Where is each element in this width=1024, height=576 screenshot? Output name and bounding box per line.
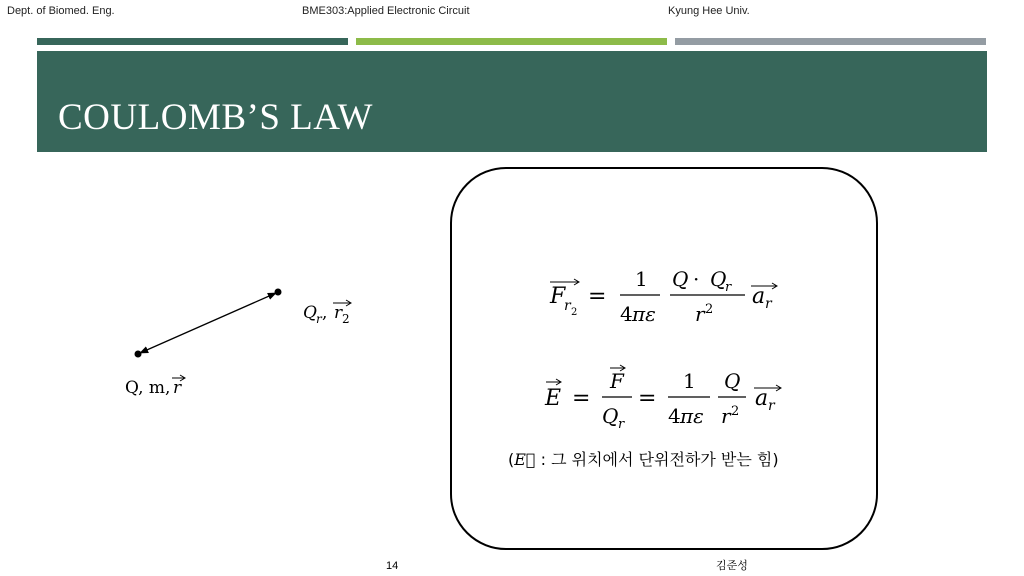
distance-vector-arrow	[140, 293, 276, 353]
svg-text:πε: πε	[680, 404, 704, 428]
svg-text:r: r	[725, 280, 732, 295]
svg-text:Q: Q	[303, 303, 317, 323]
svg-text:2: 2	[731, 404, 740, 419]
svg-text:2: 2	[705, 302, 714, 317]
svg-text:F: F	[610, 369, 624, 393]
charge-q-point	[135, 351, 142, 358]
svg-text:,: ,	[322, 303, 328, 323]
svg-text:r: r	[173, 378, 182, 398]
slide-title: COULOMB’S LAW	[58, 97, 373, 138]
author-name: 김준성	[716, 560, 748, 572]
svg-text:Q: Q	[602, 404, 619, 428]
svg-text:F: F	[550, 284, 566, 309]
svg-text:πε: πε	[632, 302, 656, 326]
svg-text:1: 1	[635, 267, 648, 291]
svg-text:a: a	[752, 284, 766, 309]
svg-text:·: ·	[693, 267, 700, 291]
svg-text:4: 4	[620, 302, 633, 326]
svg-text:r: r	[765, 296, 772, 312]
svg-text:1: 1	[683, 369, 696, 393]
charge-diagram	[0, 0, 450, 420]
note-e-symbol: E⃗	[514, 450, 536, 469]
svg-text:=: =	[572, 386, 591, 411]
svg-text:Q: Q	[724, 369, 741, 393]
svg-text:a: a	[755, 386, 769, 411]
page-number: 14	[386, 560, 399, 572]
svg-text:r: r	[721, 404, 731, 428]
svg-text:r: r	[618, 417, 625, 432]
header-department: Dept. of Biomed. Eng.	[7, 5, 115, 17]
svg-text:r: r	[768, 398, 775, 414]
svg-text:r: r	[564, 298, 571, 314]
accent-bar-gray	[675, 38, 986, 45]
svg-text:E: E	[545, 386, 562, 411]
svg-text:Q: Q	[672, 267, 689, 291]
note-text: : 그 위치에서 단위전하가 받는 힘)	[535, 450, 779, 469]
svg-text:2: 2	[571, 307, 578, 318]
svg-text:r: r	[316, 312, 322, 326]
svg-text:r: r	[334, 303, 343, 323]
svg-text:Q, m,: Q, m,	[125, 378, 171, 398]
charge-qr-point	[275, 289, 282, 296]
charge-q-label	[125, 375, 185, 398]
header-university: Kyung Hee Univ.	[668, 5, 750, 17]
svg-text:4: 4	[668, 404, 681, 428]
svg-text:2: 2	[342, 312, 350, 326]
svg-text:=: =	[638, 386, 657, 411]
field-definition-note	[508, 447, 779, 470]
svg-text:=: =	[588, 284, 607, 309]
svg-text:Q: Q	[710, 267, 727, 291]
equation-box	[450, 167, 878, 550]
header-course: BME303:Applied Electronic Circuit	[302, 5, 470, 17]
note-open-paren: (	[508, 450, 515, 469]
charge-qr-label	[303, 300, 351, 326]
svg-text:r: r	[695, 302, 705, 326]
electric-field-equation	[540, 360, 790, 435]
coulomb-force-equation	[540, 258, 790, 333]
